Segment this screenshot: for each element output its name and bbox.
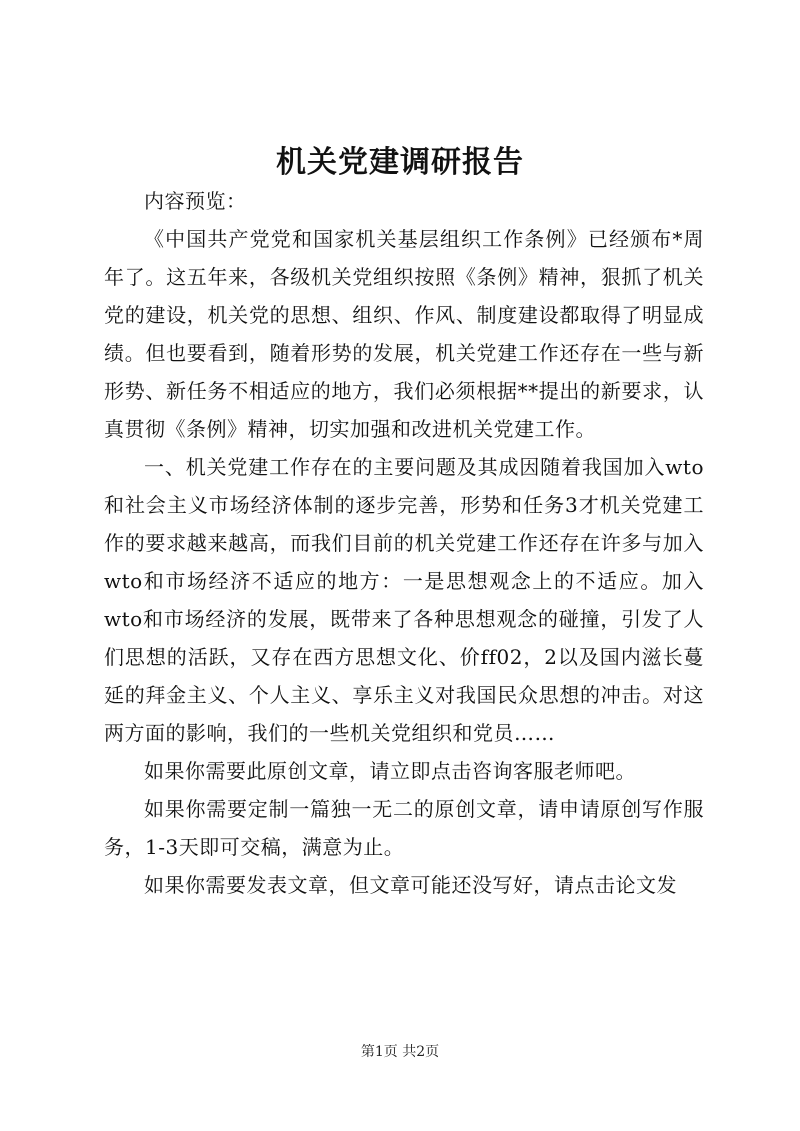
service-paragraph-1: 如果你需要此原创文章，请立即点击咨询客服老师吧。 bbox=[144, 759, 636, 783]
intro-paragraph: 《中国共产党党和国家机关基层组织工作条例》已经颁布*周年了。这五年来，各级机关党组织按照《条例》精神，狠抓了机关党的建设，机关党的思想、组织、作风、制度建设都取得了明显成绩。但也要看到，随着形势的发展，机关党建工作还存在一些与新形势、新任务不相适应的地方，我们必须根据**提出的新要求，认真贯彻《条例》精神，切实加强和改进机关党建工作。 bbox=[104, 227, 704, 441]
page-number-footer: 第1页 共2页 bbox=[360, 1044, 440, 1060]
problems-paragraph: 一、机关党建工作存在的主要问题及其成因随着我国加入wto和社会主义市场经济体制的逐步完善，形势和任务3才机关党建工作的要求越来越高，而我们目前的机关党建工作还存在许多与加入wto和市场经济不适应的地方：一是思想观念上的不适应。加入wto和市场经济的发展，既带来了各种思想观念的碰撞，引发了人们思想的活跃，又存在西方思想文化、价ff02，2以及国内滋长蔓延的拜金主义、个人主义、享乐主义对我国民众思想的冲击。对这两方面的影响，我们的一些机关党组织和党员…… bbox=[104, 455, 704, 745]
service-paragraph-2: 如果你需要定制一篇独一无二的原创文章，请申请原创写作服务，1-3天即可交稿，满意为止。 bbox=[104, 797, 704, 859]
preview-label: 内容预览： bbox=[144, 189, 247, 213]
document-body bbox=[104, 182, 704, 904]
service-paragraph-3: 如果你需要发表文章，但文章可能还没写好，请点击论文发 bbox=[144, 873, 677, 897]
document-title: 机关党建调研报告 bbox=[276, 145, 524, 180]
